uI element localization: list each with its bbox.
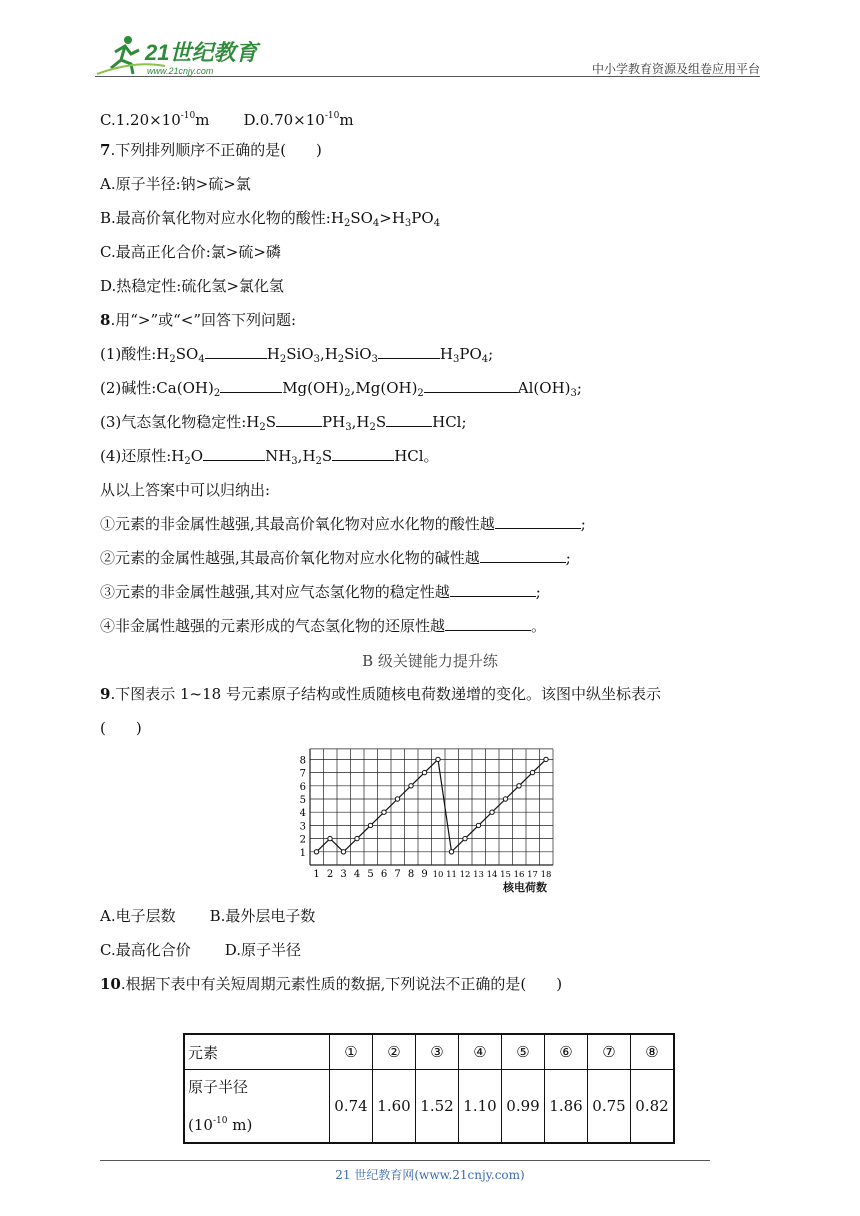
q8-part1: (1)酸性$:H_2SO_4$ $H_2SiO_3,H_2SiO_3$ $H_3PO_4$; — [100, 345, 494, 365]
table-row-label: 元素 — [184, 1034, 330, 1070]
x-tick-label: 16 — [513, 870, 525, 880]
x-tick-label: 17 — [527, 870, 538, 880]
q8-stem: 8.用“>”或“<”回答下列问题: — [100, 311, 297, 329]
x-axis-label: 核电荷数 — [503, 881, 547, 894]
answer-blank[interactable] — [332, 446, 394, 461]
y-tick-label: 6 — [299, 781, 306, 793]
y-tick-label: 2 — [299, 834, 306, 846]
q9-stem: 9.下图表示 1~18 号元素原子结构或性质随核电荷数递增的变化。该图中纵坐标表示 — [100, 685, 661, 703]
q7-stem: 7.下列排列顺序不正确的是( ) — [100, 141, 322, 159]
element-cell: ② — [373, 1034, 416, 1070]
radius-cell: 1.52 — [416, 1070, 459, 1144]
data-point — [368, 823, 372, 827]
data-point — [463, 836, 467, 840]
y-tick-label: 4 — [299, 808, 306, 820]
q8-part4: (4)还原性$:H_2O$ $NH_3,H_2S$ HCl。 — [100, 447, 439, 467]
q8-part2: (2)碱性$:Ca(OH)_2$ $Mg(OH)_2,Mg(OH)_2$ $Al(OH)_3$; — [100, 379, 582, 399]
data-point — [422, 770, 426, 774]
data-point — [490, 810, 494, 814]
data-point — [355, 836, 359, 840]
q9-paren: ( ) — [100, 719, 142, 737]
answer-blank[interactable] — [450, 582, 536, 597]
element-cell: ① — [330, 1034, 373, 1070]
answer-blank[interactable] — [386, 412, 432, 427]
data-point — [382, 810, 386, 814]
element-cell: ⑦ — [588, 1034, 631, 1070]
x-tick-label: 4 — [353, 869, 361, 880]
y-tick-label: 1 — [299, 847, 306, 859]
data-point — [517, 784, 521, 788]
q7-option-d: D.热稳定性:硫化氢>氯化氢 — [100, 277, 284, 295]
x-tick-label: 18 — [540, 870, 552, 880]
site-name: 中小学教育资源及组卷应用平台 — [591, 62, 760, 76]
x-tick-label: 11 — [446, 870, 457, 880]
q8-summary: 从以上答案中可以归纳出: — [100, 481, 271, 499]
x-tick-label: 8 — [407, 869, 415, 880]
x-tick-label: 6 — [380, 869, 388, 880]
answer-blank[interactable] — [220, 378, 282, 393]
data-point — [409, 784, 413, 788]
q9-chart — [290, 740, 580, 900]
data-point — [449, 850, 453, 854]
q9-options-cd: C.最高化合价 D.原子半径 — [100, 941, 301, 959]
data-point — [436, 757, 440, 761]
q8-part3: (3)气态氢化物稳定性$:H_2S$ $PH_3,H_2S$ HCl; — [100, 413, 467, 433]
radius-cell: 0.74 — [330, 1070, 373, 1144]
footer-divider — [100, 1160, 710, 1161]
q7-option-b: B.最高价氧化物对应水化物的酸性$:H_2SO_4>H_3PO_4$ — [100, 209, 441, 229]
x-tick-label: 12 — [459, 870, 471, 880]
x-tick-label: 2 — [326, 869, 334, 880]
x-tick-label: 14 — [486, 870, 498, 880]
x-tick-label: 10 — [432, 870, 444, 880]
x-tick-label: 9 — [421, 869, 428, 880]
data-point — [544, 757, 548, 761]
y-tick-label: 3 — [299, 821, 306, 833]
radius-cell: 0.99 — [502, 1070, 545, 1144]
element-cell: ⑤ — [502, 1034, 545, 1070]
answer-blank[interactable] — [495, 514, 581, 529]
footer-text: 21 世纪教育网(www.21cnjy.com) — [335, 1168, 525, 1182]
y-tick-label: 5 — [299, 795, 306, 806]
data-point — [314, 850, 318, 854]
y-tick-label: 7 — [299, 768, 306, 780]
radius-cell: 0.75 — [588, 1070, 631, 1144]
answer-blank[interactable] — [424, 378, 518, 393]
data-point — [476, 823, 480, 827]
answer-blank[interactable] — [276, 412, 322, 427]
x-tick-label: 3 — [340, 869, 347, 880]
data-point — [395, 797, 399, 801]
y-tick-label: 8 — [299, 755, 306, 767]
answer-blank[interactable] — [445, 616, 531, 631]
section-b-title: B 级关键能力提升练 — [362, 652, 498, 670]
q10-stem: 10.根据下表中有关短周期元素性质的数据,下列说法不正确的是( ) — [100, 975, 563, 993]
element-cell: ④ — [459, 1034, 502, 1070]
data-point — [503, 797, 507, 801]
radius-cell: 1.60 — [373, 1070, 416, 1144]
answer-blank[interactable] — [203, 446, 265, 461]
x-tick-label: 7 — [394, 869, 401, 880]
q7-option-c: C.最高正化合价:氯>硫>磷 — [100, 243, 281, 261]
logo-text: 21世纪教育 — [145, 40, 258, 65]
table-header-row — [184, 1034, 674, 1070]
q8-rule-4: ④非金属性越强的元素形成的气态氢化物的还原性越 。 — [100, 617, 547, 635]
data-point — [328, 836, 332, 840]
x-tick-label: 1 — [313, 869, 320, 880]
element-cell: ⑧ — [631, 1034, 675, 1070]
q7-option-a: A.原子半径:钠>硫>氯 — [100, 175, 251, 193]
site-logo — [95, 30, 265, 80]
data-point — [530, 770, 534, 774]
q9-options-ab: A.电子层数 B.最外层电子数 — [100, 907, 316, 925]
answer-blank[interactable] — [480, 548, 566, 563]
line-chart — [290, 740, 580, 900]
logo-url: www.21cnjy.com — [147, 66, 214, 76]
x-tick-label: 13 — [473, 870, 484, 880]
x-tick-label: 15 — [500, 870, 511, 880]
radius-cell: 1.10 — [459, 1070, 502, 1144]
q8-rule-3: ③元素的非金属性越强,其对应气态氢化物的稳定性越 ; — [100, 583, 541, 601]
x-tick-label: 5 — [367, 869, 374, 880]
answer-blank[interactable] — [205, 344, 267, 359]
radius-cell: 1.86 — [545, 1070, 588, 1144]
q8-rule-1: ①元素的非金属性越强,其最高价氧化物对应水化物的酸性越 ; — [100, 515, 586, 533]
answer-blank[interactable] — [378, 344, 440, 359]
radius-cell: 0.82 — [631, 1070, 675, 1144]
element-cell: ③ — [416, 1034, 459, 1070]
page-header — [95, 30, 760, 80]
q6-options-cd: $C.1.20\times 10^{-10}m$ $D.0.70\times 10^{-10}m$ — [100, 111, 354, 129]
table-row-label: 原子半径 ($10^{-10}$ m) — [184, 1070, 330, 1144]
table-row — [184, 1070, 674, 1144]
header-divider — [95, 76, 760, 77]
q8-rule-2: ②元素的金属性越强,其最高价氧化物对应水化物的碱性越 ; — [100, 549, 571, 567]
element-cell: ⑥ — [545, 1034, 588, 1070]
element-properties-table — [183, 1033, 675, 1144]
data-point — [341, 850, 345, 854]
